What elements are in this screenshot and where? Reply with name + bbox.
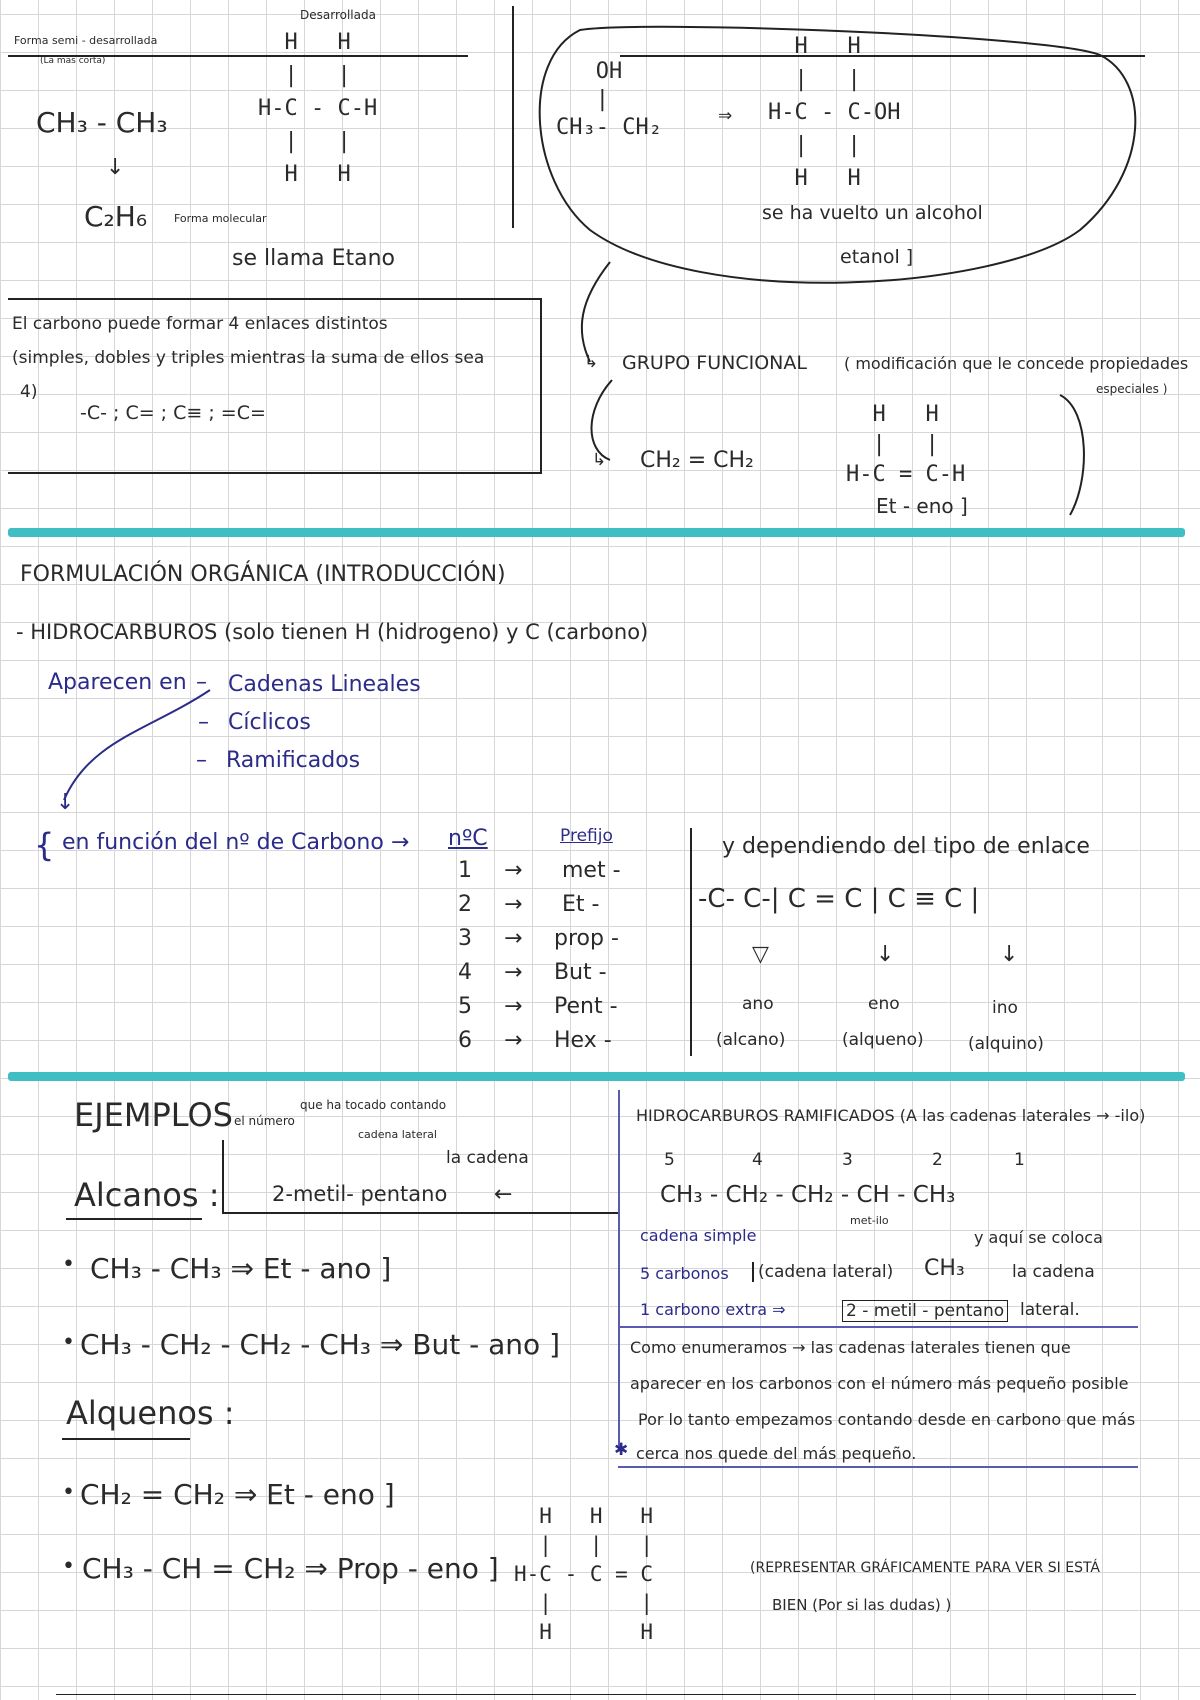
prefijo-2: Et - [562,892,600,917]
eteno-label: Et - eno ] [876,494,968,518]
ejemplos-note: que ha tocado contando [300,1098,447,1112]
ethane-molecular-formula: C₂H₆ [84,200,148,233]
forma-molecular-label: Forma molecular [174,212,267,225]
formulacion-title: FORMULACIÓN ORGÁNICA (INTRODUCCIÓN) [20,562,506,587]
funcion-label: en función del nº de Carbono → [62,830,410,855]
star-icon: ✱ [614,1440,629,1460]
cadena-item-3: Ramificados [226,748,361,773]
nc-2: 2 [458,892,472,917]
prefijo-4: But - [554,960,607,985]
alqueno-example-2: CH₃ - CH = CH₂ ⇒ Prop - eno ] [82,1552,499,1585]
section-divider [8,528,1185,537]
dash-icon: – [198,710,209,735]
etanol-label: etanol ] [840,246,914,268]
cadena-lateral-label: cadena lateral [358,1128,437,1141]
met-ilo-label: met-ilo [850,1214,889,1227]
carbon-line-3: 4) [20,382,38,402]
bullet-icon: • [62,1330,75,1355]
chain-number-2: 2 [932,1150,943,1170]
carbon-bonds: -C- ; C= ; C≡ ; =C= [80,402,266,424]
grupo-funcional-title: GRUPO FUNCIONAL [622,352,807,374]
alcano-example-2: CH₃ - CH₂ - CH₂ - CH₃ ⇒ But - ano ] [80,1328,560,1361]
arrow-right-icon: → [504,892,523,917]
prefijo-6: Hex - [554,1028,612,1053]
arrow-right-icon: → [504,1028,523,1053]
ethene-structure: H H | | H-C = C-H [846,402,966,487]
nc-1: 1 [458,858,472,883]
bien-note: BIEN (Por si las dudas) ) [772,1596,952,1614]
arrow-down-icon: ↓ [106,155,125,180]
alqueno-example-1: CH₂ = CH₂ ⇒ Et - eno ] [80,1478,395,1511]
bullet-icon: • [62,1554,75,1579]
explanation-line-1: Como enumeramos → las cadenas laterales tienen que [630,1338,1071,1357]
arrow-right-icon: → [504,858,523,883]
ethanol-structure: H H | | H-C - C-OH | | H H [768,34,901,191]
representar-note: (REPRESENTAR GRÁFICAMENTE PARA VER SI ESTÁ [750,1560,1100,1576]
alcano-example-1: CH₃ - CH₃ ⇒ Et - ano ] [90,1252,392,1285]
propeno-structure: H H H | | | H-C - C = C | | H H [514,1504,654,1644]
ramificados-divider [618,1090,620,1450]
alquenos-label: Alquenos : [66,1394,235,1432]
explanation-line-2: aparecer en los carbonos con el número más pequeño posible [630,1374,1129,1393]
enlace-bracket [690,828,692,1056]
suffix-ino: ino [992,998,1018,1018]
ethane-structure: H H | | H-C - C-H | | H H [258,30,378,187]
alcanos-label: Alcanos : [74,1176,220,1214]
type-alcano: (alcano) [716,1030,786,1050]
enlace-title: y dependiendo del tipo de enlace [722,834,1090,859]
arrow-right-icon: → [504,926,523,951]
alcanos-underline [66,1218,202,1220]
type-alqueno: (alqueno) [842,1030,924,1050]
arrow-right-icon: ↳ [592,450,607,470]
enlace-bonds: -C- C-| C = C | C ≡ C | [698,884,980,914]
un-carbono-extra: 1 carbono extra ⇒ [640,1300,786,1319]
arrow-left-icon: ← [494,1182,513,1207]
nc-3: 3 [458,926,472,951]
chain-number-1: 1 [1014,1150,1025,1170]
metil-pentano-result: 2 - metil - pentano [842,1300,1008,1322]
carbon-line-1: El carbono puede formar 4 enlaces distintos [12,314,388,334]
metil-pentano: 2-metil- pentano [272,1182,448,1206]
explanation-line-3: Por lo tanto empezamos contando desde en carbono que más [638,1410,1136,1429]
prefijo-3: prop - [554,926,619,951]
nc-5: 5 [458,994,472,1019]
mas-corta-label: (La mas corta) [40,56,106,66]
chain-number-3: 3 [842,1150,853,1170]
dash-icon: – [196,670,207,695]
arrow-down-icon: ↓ [1000,942,1019,967]
se-llama-etano: se llama Etano [232,246,396,271]
dash-icon: – [196,748,207,773]
branched-chain: CH₃ - CH₂ - CH₂ - CH - CH₃ [660,1182,956,1208]
arrow-down-icon: ↓ [876,942,895,967]
cadena-item-2: Cíclicos [228,710,311,735]
y-aqui-label: y aquí se coloca [974,1228,1103,1247]
prefijo-header: Prefijo [560,826,613,846]
ethene-formula: CH₂ = CH₂ [640,448,754,473]
forma-semi-label: Forma semi - desarrollada [14,34,158,47]
la-cadena-label: la cadena [446,1148,529,1168]
chain-number-4: 4 [752,1150,763,1170]
ch3-branch: CH₃ [924,1256,965,1281]
grupo-funcional-desc: ( modificación que le concede propiedades [844,354,1189,373]
ethanol-semi-formula: OH | CH₃- CH₂ [556,59,662,140]
cadena-simple-label: cadena simple [640,1226,757,1245]
nc-header: nºC [448,826,488,851]
explanation-line-4: cerca nos quede del más pequeño. [636,1444,917,1463]
arrow-down-icon: ↓ [56,790,75,815]
prefijo-1: met - [562,858,621,883]
cadena-item-1: Cadenas Lineales [228,672,421,697]
section-divider [8,1072,1185,1081]
cadena-lateral-box: (cadena lateral) [752,1262,893,1282]
arrow-down-icon: ▽ [752,942,769,967]
ramificados-bottom-rule [618,1466,1138,1468]
hidrocarburos-line: - HIDROCARBUROS (solo tienen H (hidrogeno) y C (carbono) [16,620,649,644]
bottom-rule [56,1694,1136,1695]
lateral-label: lateral. [1020,1300,1080,1320]
alquenos-underline [62,1438,190,1440]
arrow-right-icon: ↳ [584,352,599,372]
ramificados-title: HIDROCARBUROS RAMIFICADOS (A las cadenas laterales → -ilo) [636,1106,1146,1125]
suffix-ano: ano [742,994,774,1014]
suffix-eno: eno [868,994,900,1014]
nc-4: 4 [458,960,472,985]
cinco-carbonos: 5 carbonos [640,1264,729,1283]
arrow-right-icon: → [504,960,523,985]
arrow-right-icon: → [504,994,523,1019]
prefijo-5: Pent - [554,994,618,1019]
carbon-line-2: (simples, dobles y triples mientras la suma de ellos sea [12,348,485,368]
bullet-icon: • [62,1480,75,1505]
el-numero-label: el número [234,1114,295,1128]
la-cadena-label-right: la cadena [1012,1262,1095,1282]
arrow-right-icon: ⇒ [718,106,733,126]
ethane-semi-formula: CH₃ - CH₃ [36,106,168,139]
bullet-icon: • [62,1252,75,1277]
desarrollada-label: Desarrollada [300,8,376,22]
se-ha-vuelto: se ha vuelto un alcohol [762,202,983,224]
ejemplos-title: EJEMPLOS [74,1096,233,1134]
chain-number-5: 5 [664,1150,675,1170]
ramificados-rule [618,1326,1138,1328]
nc-6: 6 [458,1028,472,1053]
type-alquino: (alquino) [968,1034,1044,1054]
especiales-label: especiales ) [1096,382,1168,396]
brace-icon: { [34,826,55,864]
aparecen-label: Aparecen en [48,670,187,695]
